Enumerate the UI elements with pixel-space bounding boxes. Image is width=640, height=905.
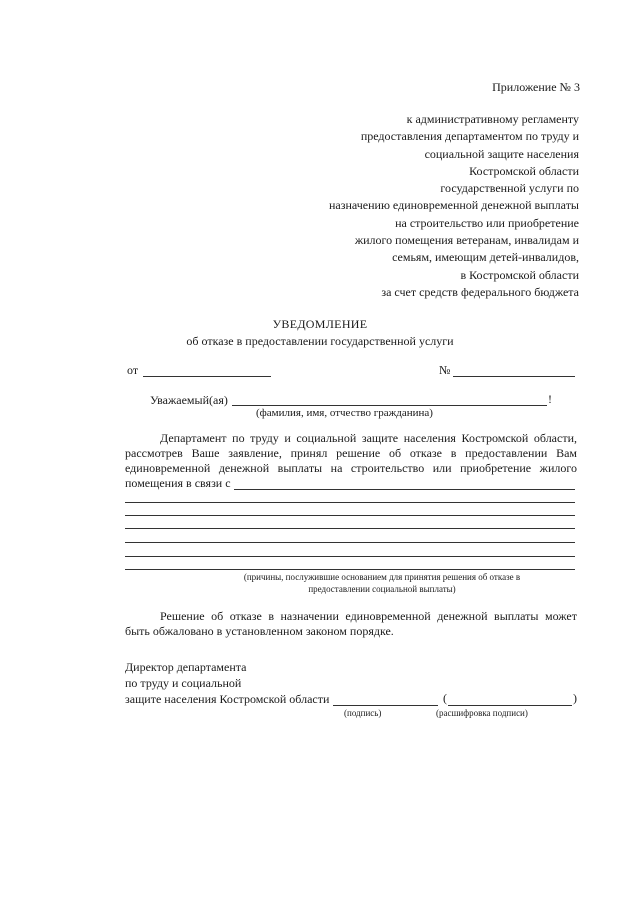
reason-line[interactable]	[125, 528, 575, 529]
body-line: рассмотрев Ваше заявление, принял решение об отказе в предоставлении Вам	[125, 446, 577, 460]
signature-decode-hint: (расшифровка подписи)	[436, 708, 528, 718]
number-label: №	[439, 363, 451, 377]
notice-subtitle: об отказе в предоставлении государственной услуги	[186, 334, 454, 348]
appeal-line: быть обжаловано в установленном законом порядке.	[125, 624, 394, 638]
recipient-name-line[interactable]	[232, 405, 547, 406]
signature-hint: (подпись)	[344, 708, 382, 718]
appendix-title: Приложение № 3	[492, 80, 580, 94]
appendix-line: в Костромской области	[460, 267, 579, 282]
appendix-line: социальной защите населения	[424, 146, 579, 161]
signature-line[interactable]	[333, 705, 438, 706]
body-reason-prefix: помещения в связи с	[125, 476, 231, 490]
number-field-line[interactable]	[453, 376, 575, 377]
appendix-line: предоставления департаментом по труду и	[360, 129, 579, 144]
appendix-line: к административному регламенту	[406, 112, 579, 126]
appendix-line: жилого помещения ветеранам, инвалидам и	[354, 233, 579, 248]
open-paren: (	[443, 691, 447, 705]
appendix-line: за счет средств федерального бюджета	[381, 284, 579, 299]
body-line: единовременной денежной выплаты на строительство или приобретение жилого	[125, 461, 577, 475]
greeting-exclamation: !	[548, 392, 552, 406]
signatory-title: по труду и социальной	[125, 676, 242, 690]
greeting-label: Уважаемый(ая)	[150, 393, 228, 407]
appendix-line: назначению единовременной денежной выплаты	[329, 198, 579, 213]
reasons-hint: (причины, послужившие основанием для принятия решения об отказе в	[243, 572, 521, 582]
appendix-block	[329, 111, 579, 301]
body-line: Департамент по труду и социальной защите населения Костромской области,	[160, 431, 577, 445]
recipient-name-hint: (фамилия, имя, отчество гражданина)	[256, 407, 433, 419]
appendix-line: семьям, имеющим детей-инвалидов,	[392, 250, 579, 265]
signature-decode-line[interactable]	[448, 705, 572, 706]
from-label: от	[127, 363, 139, 377]
appendix-line: на строительство или приобретение	[395, 215, 579, 230]
reason-line[interactable]	[125, 556, 575, 557]
signatory-title: защите населения Костромской области	[125, 692, 330, 706]
appeal-line: Решение об отказе в назначении единовременной денежной выплаты может	[160, 609, 577, 623]
appendix-line: государственной услуги по	[440, 181, 579, 196]
notice-title: УВЕДОМЛЕНИЕ	[272, 317, 368, 331]
reason-line[interactable]	[125, 542, 575, 543]
close-paren: )	[573, 691, 577, 705]
reason-line[interactable]	[234, 489, 575, 490]
date-field-line[interactable]	[143, 376, 271, 377]
appendix-line: Костромской области	[469, 163, 579, 178]
reason-line[interactable]	[125, 569, 575, 570]
reasons-hint: предоставлении социальной выплаты)	[308, 584, 456, 594]
reason-line[interactable]	[125, 515, 575, 516]
reason-line[interactable]	[125, 502, 575, 503]
signatory-title: Директор департамента	[125, 660, 247, 674]
